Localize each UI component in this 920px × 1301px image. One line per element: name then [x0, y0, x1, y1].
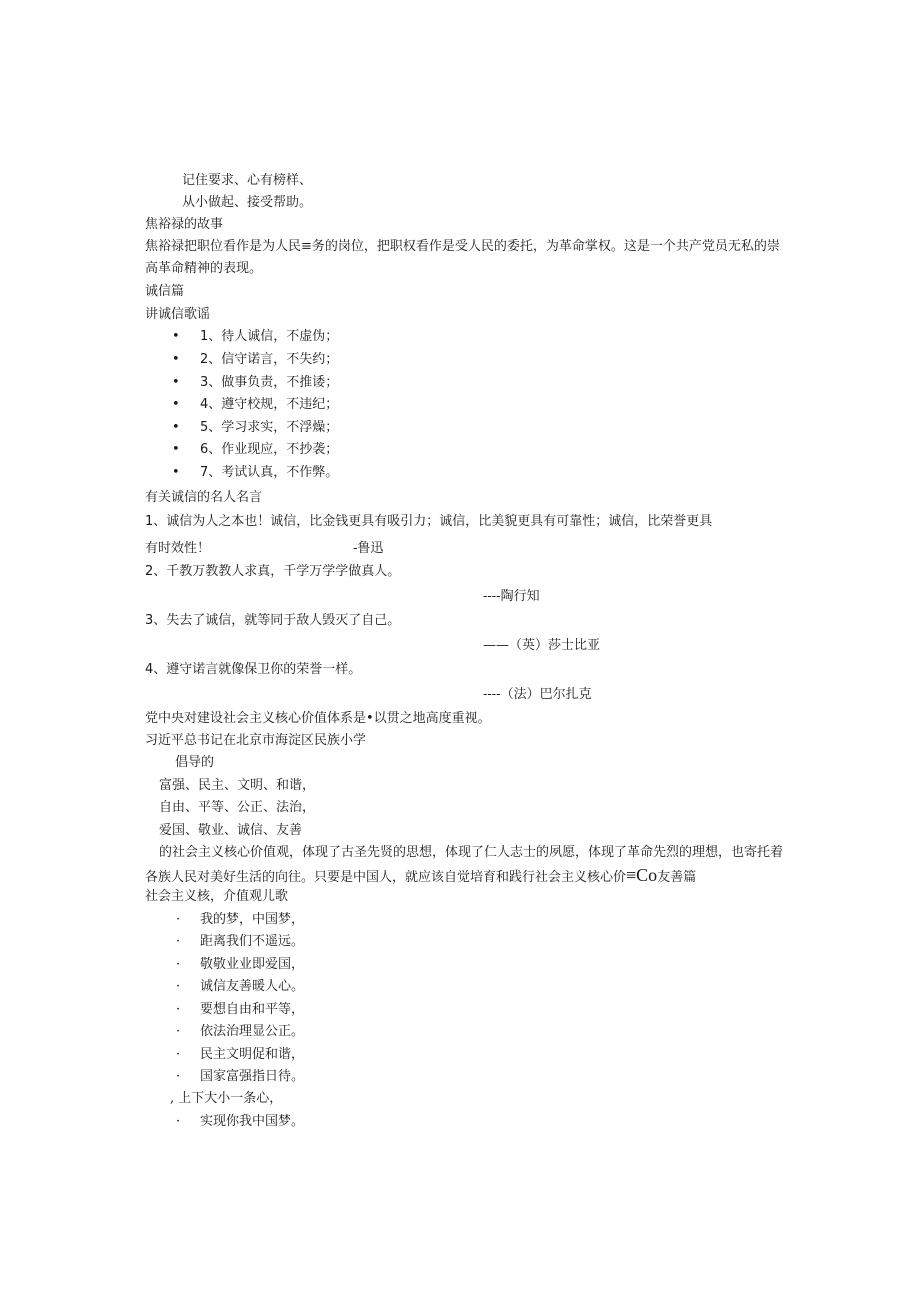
item-text: 、遵守校规，不违纪； [208, 397, 339, 412]
item-number: 3 [200, 375, 209, 390]
core-values-line-3: 爱国、敬业、诚信、友善 [159, 823, 303, 838]
bullet-icon: · [176, 912, 181, 927]
quote-1-author: -鲁迅 [353, 541, 384, 556]
quote-3-author: ——（英）莎士比亚 [483, 638, 601, 653]
bullet-icon: • [172, 442, 180, 457]
bullet-icon: · [176, 1047, 181, 1062]
list-item [172, 328, 338, 346]
quote-2 [145, 563, 400, 581]
list-item [172, 441, 338, 459]
item-number: 5 [200, 420, 209, 435]
item-text: 实现你我中国梦。 [200, 1114, 305, 1129]
core-paragraph [145, 842, 785, 889]
chengxin-section-title: 诚信篇 [145, 284, 185, 299]
quote-number: 2 [145, 564, 154, 579]
list-item [176, 911, 304, 929]
quote-text: 、失去了诚信，就等同于敌人毁灭了自己。 [153, 613, 401, 628]
chengxin-song-title: 讲诚信歌谣 [145, 307, 211, 322]
item-text: 、做事负责，不推诿； [208, 375, 339, 390]
list-item [176, 956, 304, 974]
song-extra-line: , 上下大小一条心， [170, 1091, 283, 1106]
quote-text: 、千教万教教人求真，千学万学学做真人。 [153, 564, 401, 579]
bullet-icon: • [172, 465, 180, 480]
bullet-icon: • [172, 375, 180, 390]
item-text: 民主文明促和谐， [200, 1047, 305, 1062]
item-text: 敬敬业业即爱国， [200, 957, 305, 972]
list-item [172, 419, 338, 437]
bullet-icon: · [176, 934, 181, 949]
bullet-icon: • [172, 420, 180, 435]
item-text: 距离我们不遥远。 [200, 934, 305, 949]
list-item [176, 1046, 304, 1064]
list-item [176, 1113, 304, 1131]
core-line-2: 习近平总书记在北京市海淀区民族小学 [145, 733, 367, 748]
bullet-icon: • [172, 397, 180, 412]
quote-4 [145, 661, 361, 679]
quotes-heading: 有关诚信的名人名言 [145, 490, 263, 505]
jiao-heading: 焦裕禄的故事 [145, 217, 224, 232]
bullet-icon: · [176, 1002, 181, 1017]
item-text: 、考试认真，不作弊。 [208, 465, 339, 480]
item-text: 依法治理显公正。 [200, 1024, 305, 1039]
list-item [172, 396, 338, 414]
bullet-icon: · [176, 1069, 181, 1084]
list-item [176, 933, 304, 951]
item-text: 国家富强指日待。 [200, 1069, 305, 1084]
intro-line-1: 记住要求、心有榜样、 [182, 173, 313, 188]
quote-1-continuation: 有时效性！ [145, 541, 211, 556]
bullet-icon: • [172, 352, 180, 367]
item-number: 1 [200, 329, 209, 344]
item-text: 诚信友善暖人心。 [200, 979, 305, 994]
list-item [172, 464, 338, 482]
item-number: 2 [200, 352, 209, 367]
quote-number: 3 [145, 613, 154, 628]
list-item [176, 978, 304, 996]
core-paragraph-text: 的社会主义核心价值观，体现了古圣先贤的思想，体现了仁人志士的夙愿，体现了革命先烈的理想，也寄托着各族人民对美好生活的向往。只要是中国人，就应该自觉培育和践行社会主义核心价 [145, 845, 784, 885]
quote-4-author: ----（法）巴尔扎克 [483, 687, 592, 702]
core-line-3: 倡导的 [175, 755, 215, 770]
quote-1 [145, 513, 712, 531]
list-item [176, 1068, 304, 1086]
bullet-icon: · [176, 1114, 181, 1129]
item-text: 要想自由和平等， [200, 1002, 305, 1017]
item-text: 我的梦，中国梦， [200, 912, 305, 927]
quote-number: 1 [145, 514, 154, 529]
item-number: 7 [200, 465, 209, 480]
item-text: 、学习求实，不浮燥； [208, 420, 339, 435]
intro-line-2: 从小做起、接受帮助。 [182, 195, 313, 210]
quote-2-author: ----陶行知 [483, 589, 540, 604]
list-item [172, 374, 338, 392]
bullet-icon: · [176, 957, 181, 972]
item-number: 4 [200, 397, 209, 412]
core-values-line-2: 自由、平等、公正、法治， [159, 800, 316, 815]
bullet-icon: · [176, 979, 181, 994]
song-title: 社会主义核，介值观儿歌 [145, 889, 289, 904]
bullet-icon: • [172, 329, 180, 344]
list-item [176, 1001, 304, 1019]
item-text: 、信守诺言，不失约； [208, 352, 339, 367]
bullet-icon: · [176, 1024, 181, 1039]
quote-3 [145, 612, 400, 630]
quote-text: 、遵守诺言就像保卫你的荣誉一样。 [153, 662, 362, 677]
core-paragraph-glyph: ≡Co [626, 865, 658, 885]
core-paragraph-tail: 友善篇 [657, 870, 697, 885]
jiao-paragraph: 焦裕禄把职位看作是为人民≡务的岗位，把职权看作是受人民的委托，为革命掌权。这是一个共产党员无私的崇高革命精神的表现。 [145, 239, 780, 276]
list-item [176, 1023, 304, 1041]
quote-number: 4 [145, 662, 154, 677]
list-item [172, 351, 338, 369]
item-number: 6 [200, 442, 209, 457]
quote-text: 、诚信为人之本也！诚信，比金钱更具有吸引力；诚信，比美貌更具有可靠性；诚信，比荣誉更具 [153, 514, 713, 529]
item-text: 、待人诚信，不虚伪； [208, 329, 339, 344]
item-text: 、作业现应，不抄袭； [208, 442, 339, 457]
core-line-1: 党中央对建设社会主义核心价值体系是•以贯之地高度重视。 [145, 711, 491, 726]
core-values-line-1: 富强、民主、文明、和谐， [159, 778, 316, 793]
